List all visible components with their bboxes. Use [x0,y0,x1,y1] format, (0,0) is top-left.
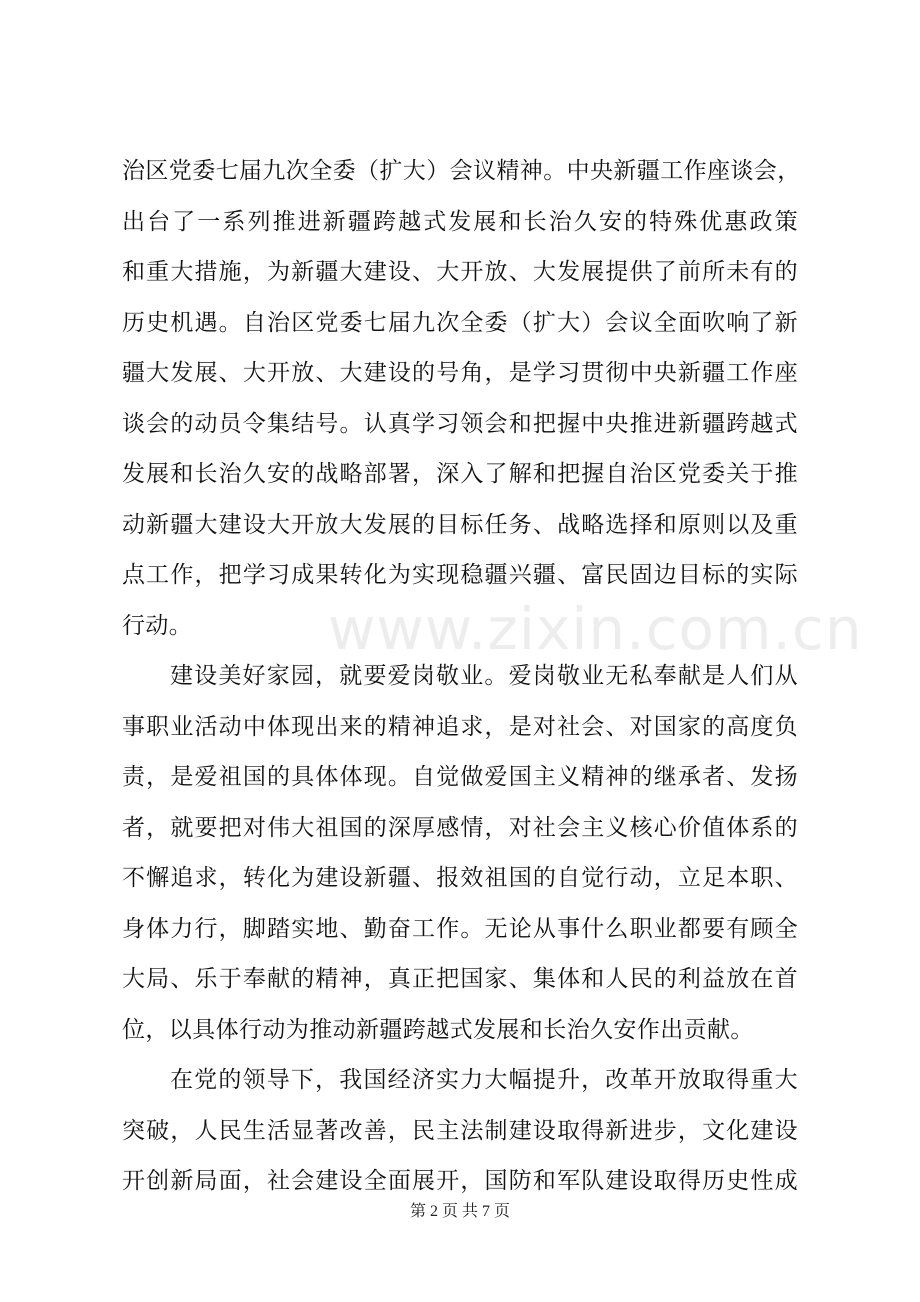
text-line: 事职业活动中体现出来的精神追求，是对社会、对国家的高度负 [122,713,798,740]
text-line: 动新疆大建设大开放大发展的目标任务、战略选择和原则以及重 [122,511,798,538]
text-line: 出台了一系列推进新疆跨越式发展和长治久安的特殊优惠政策 [122,208,798,235]
text-line: 不懈追求，转化为建设新疆、报效祖国的自觉行动，立足本职、 [122,865,798,891]
text-line: 疆大发展、大开放、大建设的号角，是学习贯彻中央新疆工作座 [122,360,798,386]
text-line: 和重大措施，为新疆大建设、大开放、大发展提供了前所未有的 [122,259,798,285]
site-watermark: www.zixin.com.cn [328,595,863,663]
text-line: 历史机遇。自治区党委七届九次全委（扩大）会议全面吹响了新 [122,309,798,336]
text-line: 治区党委七届九次全委（扩大）会议精神。中央新疆工作座谈会， [122,158,801,184]
text-line: 者，就要把对伟大祖国的深厚感情，对社会主义核心价值体系的 [122,814,798,841]
paragraph-first-line: 在党的领导下，我国经济实力大幅提升，改革开放取得重大 [170,1067,798,1093]
text-line: 开创新局面，社会建设全面展开，国防和军队建设取得历史性成 [122,1168,798,1194]
page-number-footer: 第 2 页 共 7 页 [409,1203,510,1220]
text-line: 责，是爱祖国的具体体现。自觉做爱国主义精神的继承者、发扬 [122,764,798,790]
text-line: 谈会的动员令集结号。认真学习领会和把握中央推进新疆跨越式 [122,410,798,437]
text-line: 身体力行，脚踏实地、勤奋工作。无论从事什么职业都要有顾全 [122,915,798,942]
text-line: 位，以具体行动为推动新疆跨越式发展和长治久安作出贡献。 [122,1016,754,1043]
text-line: 点工作，把学习成果转化为实现稳疆兴疆、富民固边目标的实际 [122,562,798,588]
text-line: 大局、乐于奉献的精神，真正把国家、集体和人民的利益放在首 [122,966,798,992]
document-body [122,146,801,1207]
text-line: 行动。 [122,612,193,639]
paragraph-first-line: 建设美好家园，就要爱岗敬业。爱岗敬业无私奉献是人们从 [170,663,798,689]
text-line: 发展和长治久安的战略部署，深入了解和把握自治区党委关于推 [122,461,798,487]
text-line: 突破，人民生活显著改善，民主法制建设取得新进步，文化建设 [122,1117,798,1144]
